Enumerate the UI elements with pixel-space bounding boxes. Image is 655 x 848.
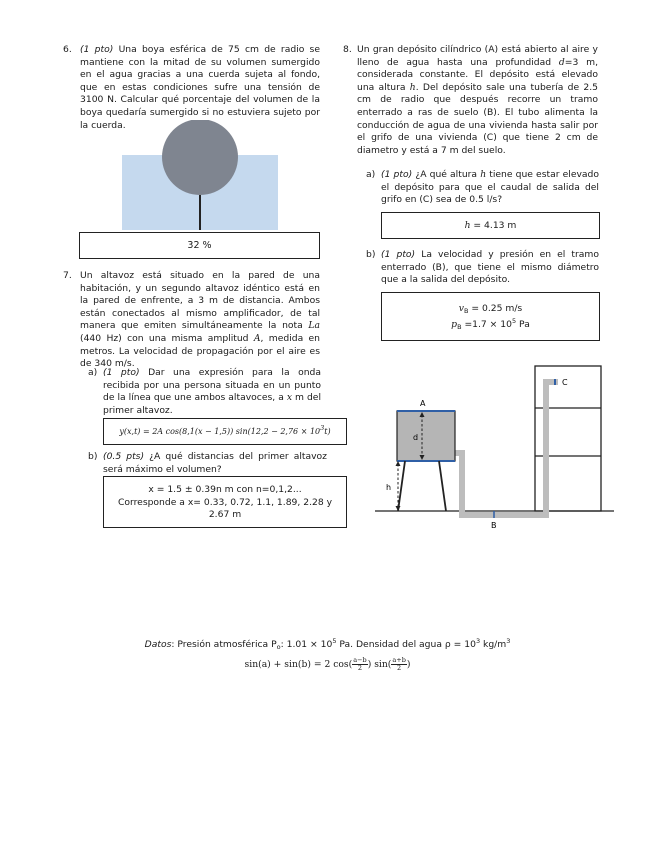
footer-trig-identity: sin(a) + sin(b) = 2 cos( $\frac{a-b}{2}$ ) sin( $\frac{a+b}{2}$ ) <box>244 656 411 672</box>
amp-symbol: A <box>253 332 261 344</box>
q6-number: 6. <box>63 44 72 55</box>
q7a-label: a) <box>88 367 98 378</box>
height-arrow-bottom <box>396 506 401 511</box>
footer-data-line: Datos: Presión atmosférica $P_o$: $1.01 \times 10^5$ Pa. Densidad del agua $\rho = 10^3$ $kg/m^3$ <box>144 637 511 651</box>
q6-text <box>80 44 320 132</box>
q6-answer-box <box>79 232 320 259</box>
q8a-text: (1 pto) ¿A qué altura h tiene que estar elevado el depósito para que el caudal de salida del grifo en (C) sea de 0.5 l/s? <box>381 169 600 206</box>
q8b-answer-box: $v_B = 0.25$ m/s $p_B =1.7 \times 10^5$ Pa <box>381 292 600 341</box>
tank-leg-left <box>398 461 405 511</box>
label-tank-a: A <box>420 399 426 408</box>
q6-points: (1 pto) <box>80 44 114 55</box>
q8a-label: a) <box>366 169 376 180</box>
buoy-figure <box>120 120 280 232</box>
q6-answer: 32 % <box>187 240 212 251</box>
q7a-text: (1 pto) Dar una expresión para la onda recibida por una persona situada en un punto de la línea que une ambos altavoces, a x m del primer altavoz. <box>103 367 322 416</box>
q8b-label: b) <box>366 249 376 260</box>
q7-number: 7. <box>63 270 72 281</box>
q8b-text: (1 pto) La velocidad y presión en el tramo enterrado (B), que tiene el mismo diámetro que a la salida del depósito. <box>381 249 599 286</box>
q8-text: Un gran depósito cilíndrico (A) está abierto al aire y lleno de agua hasta una profundidad d=3 m, considerada constante. El depósito está elevado una altura h. Del depósito sale una tubería de 2.5 cm de radio que después recorre un tramo enterrado a ras de suelo (B). El tubo alimenta la conducción de agua de una vivienda hasta salir por el grifo de una vivienda (C) que tiene 2 cm de diametro y está a 7 m del suelo. <box>357 44 598 156</box>
label-height-h: h <box>386 483 392 492</box>
q7b-text: (0.5 pts) ¿A qué distancias del primer altavoz será máximo el volumen? <box>103 451 327 475</box>
label-buried-b: B <box>491 521 497 530</box>
q7-text: Un altavoz está situado en la pared de una habitación, y un segundo altavoz idéntico está en la pared de enfrente, a 3 m de distancia. Ambos están conectados al mismo amplificador, de tal manera que emiten simultáneamente la nota La (440 Hz) con una misma amplitud A, medida en metros. La velocidad de propagación por el aire es de 340 m/s. <box>80 270 321 370</box>
q7a-answer-box: y(x,t) = 2A cos(8,1(x − 1,5)) $\sin(12,2 - 2,76 \times 10^3t)$ <box>103 418 347 445</box>
q7b-label: b) <box>88 451 98 462</box>
buoy-sphere <box>162 120 238 195</box>
datos-label: Datos <box>144 639 172 650</box>
tank-leg-right <box>439 461 446 511</box>
note-symbol: La <box>308 320 320 332</box>
q6-body: Una boya esférica de 75 cm de radio se mantiene con la mitad de su volumen sumergido en el agua gracias a una cuerda sujeta al fondo, que en estas condiciones sufre una tensión de 3100 N. Calcular qué porcentaje del volumen de la boya quedaría sumergido si no estuviera sujeto por la cuerda. <box>80 44 320 131</box>
q8a-answer-box: h = 4.13 m <box>381 212 600 239</box>
label-depth-d: d <box>413 433 419 442</box>
q8-number: 8. <box>343 44 352 55</box>
label-tap-c: C <box>562 378 568 387</box>
q7b-answer-box: x = 1.5 ± 0.39n m con n=0,1,2... Corresponde a x= 0.33, 0.72, 1.1, 1.89, 2.28 y 2.67 m <box>103 476 347 528</box>
tank-diagram <box>370 360 620 532</box>
tank-body <box>397 411 455 461</box>
water-pipe <box>454 382 558 515</box>
